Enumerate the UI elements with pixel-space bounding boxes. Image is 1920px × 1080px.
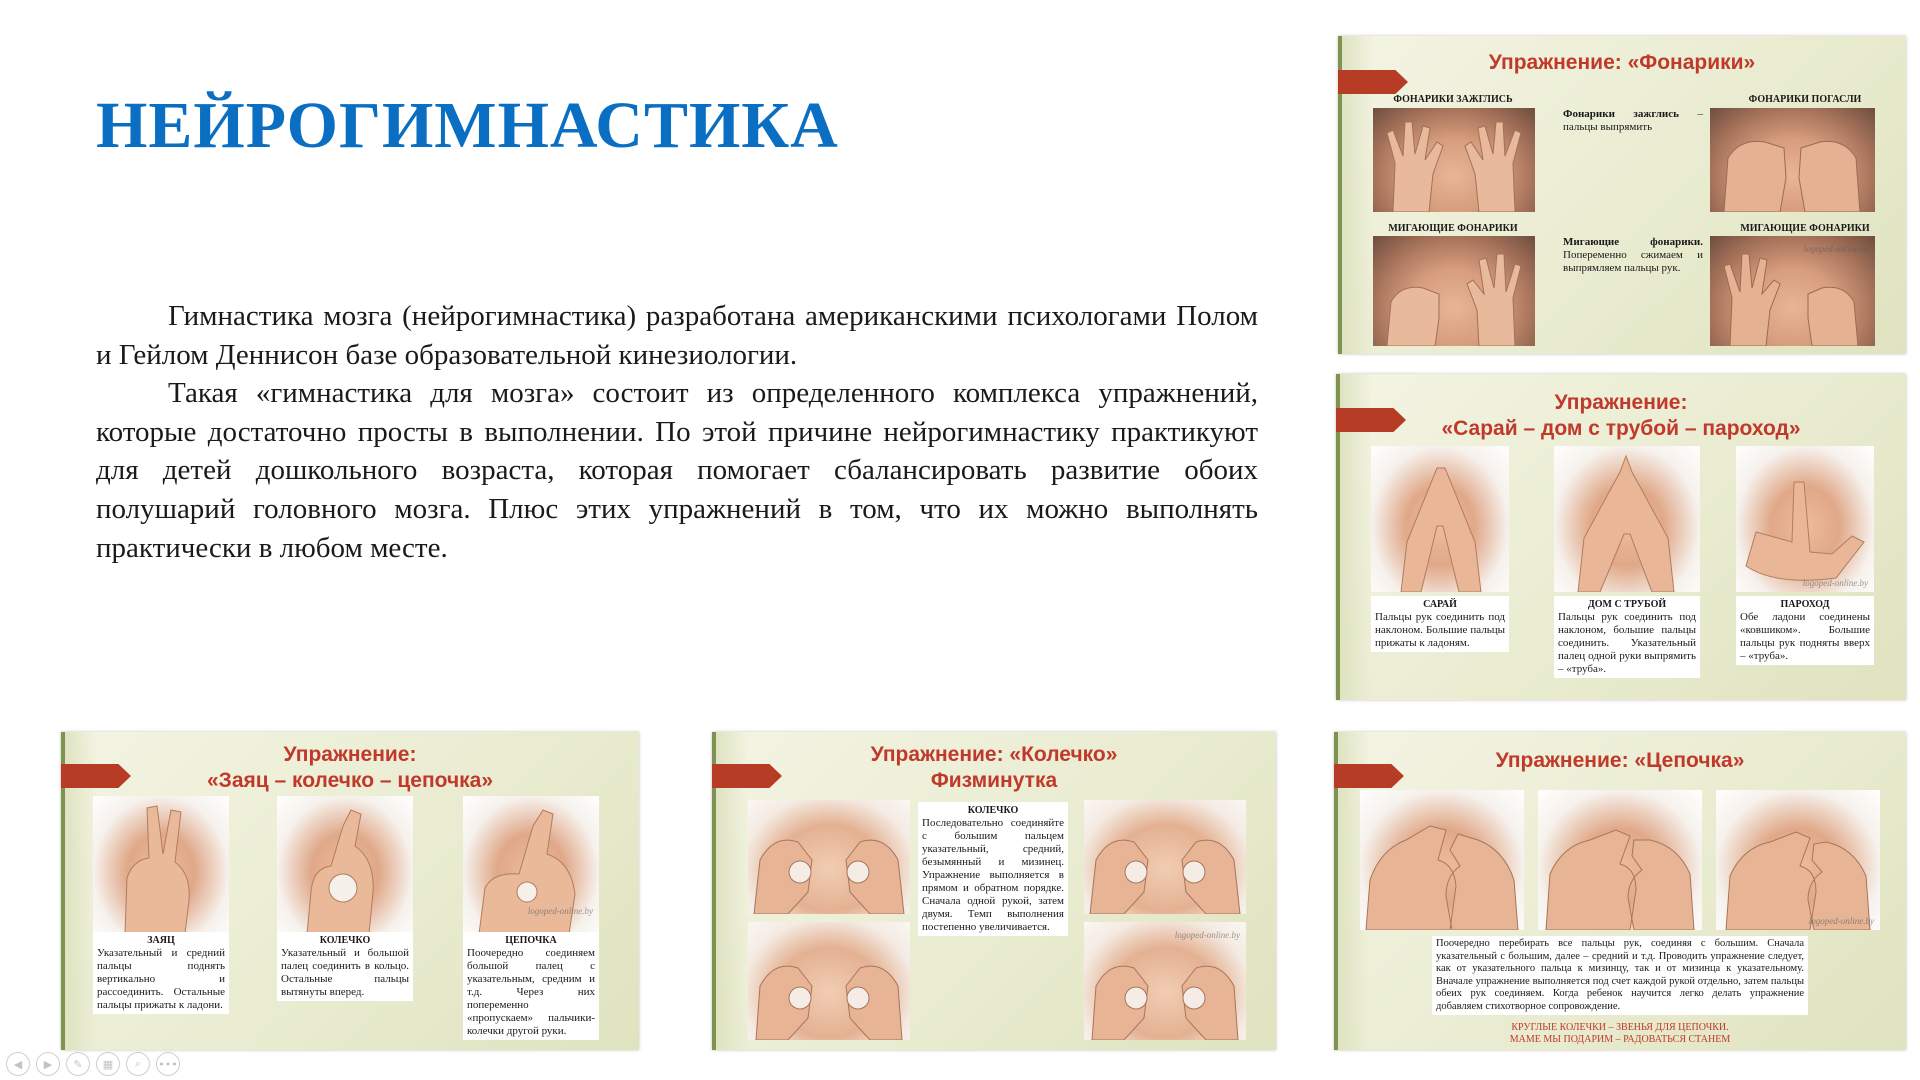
body-text: [96, 297, 1258, 567]
desc-title: ЗАЯЦ: [147, 935, 175, 946]
desc-blink: [1563, 236, 1703, 275]
watermark: logoped-online.by: [1803, 244, 1869, 254]
hands-photo: [1371, 446, 1509, 592]
paragraph-2: Такая «гимнастика для мозга» состоит из определенного комплекса упражнений, которые достаточно просты в выполнении. По этой причине нейрогимнастику практикуют для детей дошкольного возраста, которая помогает сбалансировать развитие обоих полушарий головного мозга. Плюс этих упражнений в том, что их можно выполнять практически в любом месте.: [96, 377, 1258, 564]
pen-icon[interactable]: ✎: [66, 1052, 90, 1076]
hands-photo: [748, 922, 910, 1040]
hands-photo: [1373, 108, 1535, 212]
desc-on-title: Фонарики зажглись: [1563, 108, 1679, 120]
hands-photo: [748, 800, 910, 914]
rhyme-line-1: КРУГЛЫЕ КОЛЕЧКИ – ЗВЕНЬЯ ДЛЯ ЦЕПОЧКИ.: [1511, 1022, 1729, 1033]
card-title-line-2: «Заяц – колечко – цепочка»: [206, 769, 494, 792]
hands-photo: [1716, 790, 1880, 930]
next-slide-button[interactable]: ▶: [36, 1052, 60, 1076]
previous-slide-button[interactable]: ◀: [6, 1052, 30, 1076]
desc-saray: [1371, 596, 1509, 652]
desc-text: Последовательно соединяйте с большим пальцем указательный, средний, безымянный и мизинец. Упражнение выполняется в прямом и обратном порядке. Сначала одной рукой, затем двумя. Темп выполнения постепенно увеличивается.: [922, 817, 1064, 933]
desc-title: ПАРОХОД: [1780, 599, 1830, 610]
more-options-button[interactable]: •••: [156, 1052, 180, 1076]
desc-title: ЦЕПОЧКА: [505, 935, 557, 946]
desc-title: КОЛЕЧКО: [967, 805, 1019, 816]
hands-photo: [93, 796, 229, 934]
card-title: Упражнение: «Фонарики»: [1488, 51, 1756, 74]
card-title: Упражнение: «Цепочка»: [1495, 749, 1745, 772]
label-off: ФОНАРИКИ ПОГАСЛИ: [1748, 94, 1862, 105]
desc-text: Указательный и средний пальцы поднять вертикально и рассоединить. Остальные пальцы прижаты к ладони.: [97, 947, 225, 1011]
desc-on: [1563, 108, 1703, 134]
desc-text: Поочередно соединяем большой палец с указательным, средним и т.д. Через них попеременно «пропускаем» пальчики-колечки другой руки.: [467, 947, 595, 1037]
card-kolechko: [712, 732, 1276, 1050]
card-tsepochka: [1334, 732, 1906, 1050]
desc-parokhod: [1736, 596, 1874, 665]
watermark: logoped-online.by: [1174, 930, 1240, 940]
desc-title: САРАЙ: [1423, 599, 1457, 610]
hands-photo: [463, 796, 599, 934]
desc-zayats: [93, 932, 229, 1014]
card-title: [1336, 390, 1906, 442]
watermark: logoped-online.by: [527, 906, 593, 916]
hands-photo: [1710, 236, 1875, 346]
card-title: [712, 742, 1276, 794]
label-blink-right: МИГАЮЩИЕ ФОНАРИКИ: [1740, 223, 1870, 234]
card-title-line-1: Упражнение:: [1554, 391, 1688, 414]
card-saray: [1336, 374, 1906, 700]
paragraph-1: Гимнастика мозга (нейрогимнастика) разработана американскими психологами Полом и Гейлом Деннисон базе образовательной кинезиологии.: [96, 300, 1258, 371]
card-title-line-2: «Сарай – дом с трубой – пароход»: [1441, 417, 1801, 440]
hands-photo: [277, 796, 413, 934]
desc-title: ДОМ С ТРУБОЙ: [1587, 599, 1667, 610]
desc-text: Пальцы рук соединить под наклоном. Большие пальцы прижаты к ладоням.: [1375, 611, 1505, 649]
desc-blink-title: Мигающие фонарики.: [1563, 236, 1703, 248]
slides-grid-icon[interactable]: ▦: [96, 1052, 120, 1076]
card-zayats: [61, 732, 639, 1050]
desc-tsepochka: [463, 932, 599, 1040]
hands-photo: [1736, 446, 1874, 592]
rhyme-line-2: МАМЕ МЫ ПОДАРИМ – РАДОВАТЬСЯ СТАНЕМ: [1509, 1034, 1731, 1045]
card-fonariki: [1338, 36, 1906, 354]
desc-kolechko: [277, 932, 413, 1001]
slideshow-toolbar: [6, 1052, 180, 1076]
desc-title: КОЛЕЧКО: [319, 935, 371, 946]
hands-photo: [1554, 446, 1700, 592]
card-title-line-1: Упражнение:: [283, 743, 417, 766]
label-on: ФОНАРИКИ ЗАЖГЛИСЬ: [1393, 94, 1513, 105]
desc-text: Обе ладони соединены «ковшиком». Большие пальцы рук подняты вверх – «труба».: [1740, 611, 1870, 662]
hands-photo: [1084, 922, 1246, 1040]
card-title: [61, 742, 639, 794]
hands-photo: [1084, 800, 1246, 914]
card-title-line-1: Упражнение: «Колечко»: [870, 743, 1118, 766]
zoom-icon[interactable]: ⌕: [126, 1052, 150, 1076]
desc-dom: [1554, 596, 1700, 678]
hands-photo: [1538, 790, 1702, 930]
card-title-line-2: Физминутка: [930, 769, 1058, 792]
desc-kolechko-fiz: [918, 802, 1068, 936]
watermark: logoped-online.by: [1802, 578, 1868, 588]
hands-photo: [1360, 790, 1524, 930]
hands-photo: [1373, 236, 1535, 346]
label-blink-left: МИГАЮЩИЕ ФОНАРИКИ: [1388, 223, 1518, 234]
hands-photo: [1710, 108, 1875, 212]
watermark: logoped-online.by: [1808, 916, 1874, 926]
desc-blink-text: Попеременно сжимаем и выпрямляем пальцы рук.: [1563, 249, 1703, 274]
desc-on-text: – пальцы выпрямить: [1563, 108, 1703, 133]
slide-title: НЕЙРОГИМНАСТИКА: [96, 89, 839, 162]
desc-text: Поочередно перебирать все пальцы рук, соединяя с большим. Сначала указательный с большим, далее – средний и т.д. Проводить упражнение следует, как от указательного пальца к мизинцу, так и от мизинца к указательному. Вначале упражнение выполняется под счет каждой рукой отдельно, затем пальцы обеих рук соединяем. Когда ребенок научится легко делать упражнение добавляем стихотворное сопровождение.: [1436, 938, 1804, 1012]
desc-text: Указательный и большой палец соединить в кольцо. Остальные пальцы вытянуты вперед.: [281, 947, 409, 998]
desc-text: Пальцы рук соединить под наклоном, большие пальцы соединить. Указательный палец одной руки выпрямить – «труба».: [1558, 611, 1696, 675]
desc-tsepochka-text: [1432, 936, 1808, 1015]
